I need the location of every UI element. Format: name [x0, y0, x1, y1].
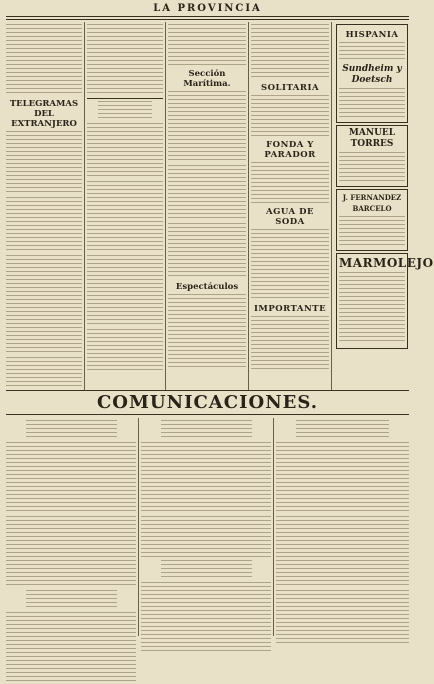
timetable-rows	[276, 442, 409, 514]
timetable-rows	[141, 442, 271, 514]
article-text	[87, 181, 163, 253]
column-divider	[84, 22, 85, 390]
ad-sundheim-name: Sundheim y Doetsch	[342, 64, 402, 85]
article-text	[251, 162, 329, 204]
heading-solitaria: SOLITARIA	[260, 83, 320, 93]
column-3	[168, 22, 246, 390]
timetable-rows	[141, 516, 271, 558]
section-rule	[87, 98, 163, 99]
heading-maritime: Sección Marítima.	[183, 69, 231, 89]
masthead-title: LA PROVINCIA	[153, 3, 262, 14]
column-4	[251, 22, 329, 390]
heading-importante: IMPORTANTE	[253, 304, 327, 314]
section-heading-placeholder	[98, 101, 151, 121]
ad-hispania	[336, 24, 408, 123]
column-divider	[248, 22, 249, 390]
article-text	[251, 95, 329, 137]
banner-rule-bottom	[6, 414, 409, 415]
ad-text	[339, 216, 405, 246]
shipping-schedule	[168, 165, 246, 221]
ad-text	[339, 152, 405, 182]
column-1	[6, 22, 82, 390]
timetable-rows	[276, 516, 409, 588]
article-text	[6, 131, 82, 173]
timetable-column-3	[276, 418, 409, 636]
column-divider	[273, 418, 274, 636]
article-text	[168, 24, 246, 66]
article-text	[276, 590, 409, 646]
banner-title: COMUNICACIONES.	[96, 392, 318, 413]
ad-hispania-title: HISPANIA	[345, 30, 399, 40]
article-text	[251, 24, 329, 80]
timetable-heading-placeholder	[26, 590, 117, 610]
article-text	[87, 123, 163, 179]
heading-agua: AGUA DE SODA	[266, 207, 314, 227]
ad-text	[339, 42, 405, 62]
timetable-heading-placeholder	[161, 560, 252, 580]
heading-fonda: FONDA Y PARADOR	[264, 140, 316, 160]
article-text	[87, 255, 163, 327]
masthead-rule-lower	[6, 19, 409, 20]
ad-barcelo	[336, 189, 408, 251]
timetable-column-1	[6, 418, 136, 636]
ad-marmolejo-name: MARMOLEJO	[339, 256, 434, 270]
timetable-heading-placeholder	[26, 420, 117, 440]
heading-shows: Espectáculos	[175, 282, 239, 292]
ad-text	[339, 88, 405, 118]
column-5-ads	[334, 22, 434, 390]
article-text	[6, 197, 82, 253]
timetable-rows	[6, 612, 136, 684]
ad-torres	[336, 125, 408, 187]
column-divider	[331, 22, 332, 390]
article-text	[87, 329, 163, 371]
timetable-column-2	[141, 418, 271, 636]
ad-marmolejo	[336, 253, 434, 349]
article-text	[6, 255, 82, 297]
article-text	[6, 299, 82, 355]
article-text	[6, 175, 82, 195]
timetable-rows	[141, 582, 271, 654]
timetable-heading-placeholder	[161, 420, 252, 440]
article-text	[6, 357, 82, 387]
ad-barcelo-name: J. FERNANDEZ BARCELO	[342, 193, 402, 213]
article-text	[251, 316, 329, 372]
ad-torres-name: MANUEL TORRES	[348, 128, 396, 149]
timetable-rows	[6, 516, 136, 588]
masthead-rule	[6, 16, 409, 17]
article-text	[251, 229, 329, 301]
article-text	[87, 24, 163, 96]
shipping-schedule	[168, 91, 246, 163]
article-text	[168, 338, 246, 368]
column-divider	[138, 418, 139, 636]
column-divider	[165, 22, 166, 390]
ad-text	[339, 272, 405, 344]
shipping-schedule	[168, 223, 246, 279]
timetable-rows	[6, 442, 136, 514]
article-text	[168, 294, 246, 336]
article-text	[6, 24, 82, 96]
column-2	[87, 22, 163, 390]
heading-telegrams: TELEGRAMAS DEL EXTRANJERO	[9, 99, 79, 129]
banner-rule-top	[6, 390, 409, 391]
timetable-heading-placeholder	[296, 420, 389, 440]
